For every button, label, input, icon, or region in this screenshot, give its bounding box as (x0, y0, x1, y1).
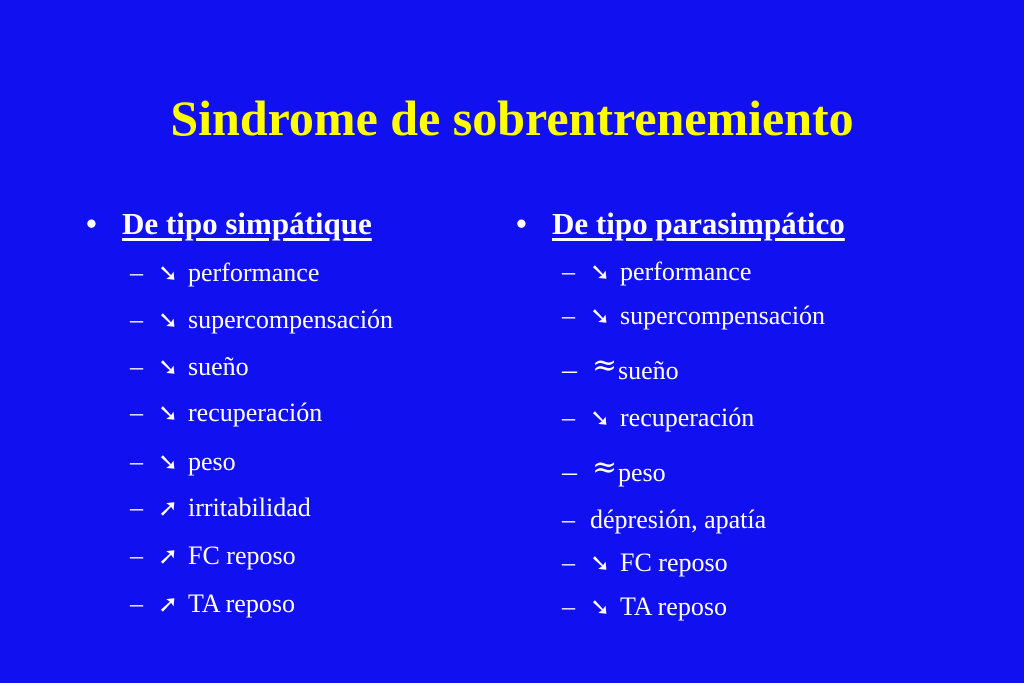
list-item-text: dépresión, apatía (590, 505, 767, 534)
list-item-text: peso (618, 458, 666, 487)
dash-icon: – (130, 305, 143, 334)
list-item (562, 403, 754, 433)
list-item-text: sueño (618, 356, 679, 385)
list-item (130, 305, 393, 335)
down-right-arrow-icon: ➘ (590, 549, 611, 577)
list-item-text: supercompensación (188, 305, 394, 334)
list-item (562, 505, 766, 535)
down-right-arrow-icon: ➘ (590, 593, 611, 621)
down-right-arrow-icon: ➘ (158, 259, 179, 287)
list-item (562, 592, 727, 622)
dash-icon: – (562, 592, 575, 621)
down-right-arrow-icon: ➘ (590, 258, 611, 286)
right-column-heading (516, 206, 845, 242)
list-item-text: TA reposo (188, 589, 295, 618)
list-item-text: supercompensación (620, 301, 826, 330)
down-right-arrow-icon: ➘ (158, 448, 179, 476)
down-right-arrow-icon: ➘ (158, 353, 179, 381)
dash-icon: – (562, 455, 577, 488)
list-item-text: performance (620, 257, 752, 286)
down-right-arrow-icon: ➘ (158, 399, 179, 427)
up-right-arrow-icon: ➚ (158, 494, 179, 522)
approx-icon: ≈ (592, 450, 618, 485)
list-item-text: irritabilidad (188, 493, 311, 522)
list-item (562, 348, 679, 386)
list-item-text: FC reposo (188, 541, 296, 570)
list-item-text: peso (188, 447, 236, 476)
dash-icon: – (562, 257, 575, 286)
list-item-text: sueño (188, 352, 249, 381)
dash-icon: – (562, 505, 575, 534)
list-item (562, 301, 825, 331)
approx-icon: ≈ (592, 348, 618, 383)
dash-icon: – (562, 548, 575, 577)
up-right-arrow-icon: ➚ (158, 542, 179, 570)
left-heading-text: De tipo simpátique (122, 206, 372, 241)
dash-icon: – (130, 493, 143, 522)
list-item (130, 398, 322, 428)
bullet-icon: • (86, 206, 97, 241)
slide-title: Sindrome de sobrentrenemiento (170, 90, 854, 146)
dash-icon: – (130, 589, 143, 618)
list-item (130, 589, 295, 619)
list-item (562, 257, 751, 287)
dash-icon: – (562, 353, 577, 386)
left-column-heading (86, 206, 372, 242)
list-item (130, 258, 319, 288)
list-item (562, 450, 666, 488)
list-item (130, 352, 249, 382)
dash-icon: – (130, 258, 143, 287)
dash-icon: – (562, 301, 575, 330)
list-item-text: performance (188, 258, 320, 287)
list-item-text: recuperación (620, 403, 755, 432)
list-item (130, 447, 236, 477)
down-right-arrow-icon: ➘ (590, 302, 611, 330)
list-item-text: FC reposo (620, 548, 728, 577)
dash-icon: – (130, 447, 143, 476)
dash-icon: – (130, 352, 143, 381)
dash-icon: – (130, 541, 143, 570)
list-item-text: recuperación (188, 398, 323, 427)
dash-icon: – (562, 403, 575, 432)
down-right-arrow-icon: ➘ (158, 306, 179, 334)
list-item-text: TA reposo (620, 592, 727, 621)
list-item (130, 541, 296, 571)
bullet-icon: • (516, 206, 527, 241)
up-right-arrow-icon: ➚ (158, 590, 179, 618)
right-heading-text: De tipo parasimpático (552, 206, 845, 241)
list-item (562, 548, 728, 578)
list-item (130, 493, 311, 523)
down-right-arrow-icon: ➘ (590, 404, 611, 432)
dash-icon: – (130, 398, 143, 427)
